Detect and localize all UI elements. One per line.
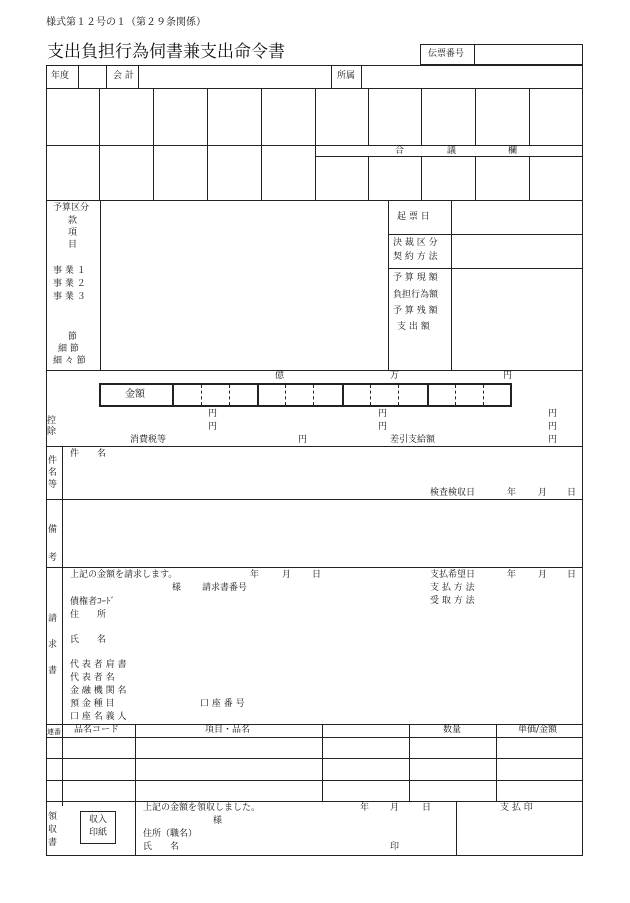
subject-name-label: 件 名 <box>70 449 107 459</box>
hline <box>46 567 583 568</box>
claim-month: 月 <box>282 570 292 580</box>
yen-mark: 円 <box>548 409 558 419</box>
unit-oku: 億 <box>275 371 285 381</box>
deposit-type-label: 預 金 種 目 <box>70 699 115 709</box>
year-label: 年度 <box>51 71 70 81</box>
col-quantity: 数量 <box>443 725 462 735</box>
vline <box>315 88 316 200</box>
claim-statement: 上記の金額を請求します。 <box>70 570 178 580</box>
col-item-code: 品名コード <box>74 725 120 735</box>
creditor-code-label: 債権者ｺｰﾄﾞ <box>70 597 116 607</box>
remarks-label: 備考 <box>48 525 58 563</box>
receipt-side-label: 領収書 <box>48 812 58 848</box>
invoice-number-label: 請求書番号 <box>202 583 248 593</box>
stamp-label-2: 印紙 <box>89 828 108 838</box>
receipt-statement: 上記の金額を領収しました。 <box>143 803 261 813</box>
vline <box>483 385 484 405</box>
claim-sama: 様 <box>172 583 182 593</box>
vline <box>135 801 136 856</box>
vline <box>398 385 399 405</box>
yen-mark: 円 <box>298 435 308 445</box>
vline <box>78 65 79 88</box>
saisaisetsu-label: 細 々 節 <box>53 356 86 366</box>
hline <box>46 724 583 725</box>
form-number: 様式第１２号の１（第２９条関係） <box>46 17 206 28</box>
vline <box>138 65 139 88</box>
setsu-label: 節 <box>68 332 78 342</box>
receipt-year: 年 <box>360 803 370 813</box>
account-label: 会 計 <box>113 71 134 81</box>
col-serial: 連番 <box>47 728 61 736</box>
draft-date-label: 起 票 日 <box>397 212 430 222</box>
agreement-label-1: 合 <box>395 146 405 156</box>
vline <box>421 156 422 200</box>
form-title: 支出負担行為伺書兼支出命令書 <box>47 42 285 62</box>
vline <box>409 724 410 801</box>
vline <box>322 724 323 801</box>
vline <box>62 446 63 806</box>
agreement-label-3: 欄 <box>508 146 518 156</box>
vline <box>455 385 456 405</box>
vline <box>106 65 107 88</box>
hline <box>388 234 583 235</box>
vline <box>229 385 230 405</box>
commitment-amount-label: 負担行為額 <box>393 290 439 300</box>
hline <box>388 268 583 269</box>
budget-kan-label: 款 <box>68 216 78 226</box>
yen-mark: 円 <box>208 422 218 432</box>
approval-division-label: 決 裁 区 分 <box>393 238 438 248</box>
yen-mark: 円 <box>548 422 558 432</box>
vline <box>475 88 476 145</box>
saisetsu-label: 細 節 <box>58 344 79 354</box>
vline <box>388 200 389 370</box>
dept-label: 所属 <box>337 71 356 81</box>
amount-box[interactable] <box>99 383 512 407</box>
claim-side-label: 請求書 <box>48 614 58 676</box>
vline <box>529 88 530 145</box>
inspection-month: 月 <box>538 488 548 498</box>
vline <box>529 156 530 200</box>
vline <box>370 385 371 405</box>
agreement-label-2: 議 <box>447 146 457 156</box>
vline <box>261 88 262 200</box>
net-amount-label: 差引支給額 <box>390 435 436 445</box>
inspection-year: 年 <box>507 488 517 498</box>
unit-en: 円 <box>503 371 513 381</box>
vline <box>368 156 369 200</box>
receipt-month: 月 <box>390 803 400 813</box>
vline <box>285 385 286 405</box>
subject-side-label: 件名等 <box>48 456 58 490</box>
address-label: 住 所 <box>70 610 107 620</box>
payment-seal-label: 支 払 印 <box>500 803 533 813</box>
claim-day: 日 <box>312 570 322 580</box>
account-holder-label: 口 座 名 義 人 <box>70 712 127 722</box>
budget-division-label: 予算区分 <box>53 203 90 213</box>
desired-day: 日 <box>567 570 577 580</box>
vline <box>427 383 429 407</box>
yen-mark: 円 <box>548 435 558 445</box>
budget-current-label: 予 算 現 額 <box>393 273 438 283</box>
vline <box>100 200 101 370</box>
vline <box>342 383 344 407</box>
stamp-label-1: 収入 <box>89 815 108 825</box>
col-unit-price: 単価/金額 <box>518 725 558 735</box>
rep-name-label: 代 表 者 名 <box>70 673 115 683</box>
desired-date-label: 支払希望日 <box>430 570 476 580</box>
project-2-label: 事 業 ２ <box>53 279 86 289</box>
vline <box>99 88 100 200</box>
budget-moku-label: 目 <box>68 240 78 250</box>
vline <box>207 88 208 200</box>
amount-label: 金額 <box>125 389 145 400</box>
vline <box>172 383 174 407</box>
name-label: 氏 名 <box>70 635 107 645</box>
yen-mark: 円 <box>378 409 388 419</box>
vline <box>496 724 497 801</box>
slip-number-label: 伝票番号 <box>428 49 465 59</box>
desired-year: 年 <box>507 570 517 580</box>
deduction-label: 控除 <box>47 416 57 437</box>
unit-man: 万 <box>390 371 400 381</box>
receipt-name-label: 氏 名 <box>143 842 180 852</box>
bank-name-label: 金 融 機 関 名 <box>70 686 127 696</box>
receipt-day: 日 <box>422 803 432 813</box>
hline <box>46 801 583 802</box>
receipt-sama: 様 <box>213 816 223 826</box>
slip-divider <box>474 44 475 65</box>
vline <box>313 385 314 405</box>
vline <box>421 88 422 145</box>
col-item-name: 項目・品名 <box>205 725 251 735</box>
hline <box>46 758 583 759</box>
vline <box>456 801 457 856</box>
hline <box>46 200 583 201</box>
desired-month: 月 <box>538 570 548 580</box>
vline <box>135 724 136 801</box>
vline <box>331 65 332 88</box>
vline <box>361 65 362 88</box>
vline <box>451 200 452 370</box>
claim-year: 年 <box>250 570 260 580</box>
inspection-date-label: 検査検収日 <box>430 488 476 498</box>
payment-method-label: 支 払 方 法 <box>430 583 475 593</box>
hline <box>46 737 583 738</box>
budget-remaining-label: 予 算 残 額 <box>393 306 438 316</box>
yen-mark: 円 <box>378 422 388 432</box>
receipt-method-label: 受 取 方 法 <box>430 596 475 606</box>
expenditure-label: 支 出 額 <box>397 322 430 332</box>
yen-mark: 円 <box>208 409 218 419</box>
rep-title-label: 代 表 者 肩 書 <box>70 660 127 670</box>
receipt-address-label: 住所（職名） <box>143 829 198 839</box>
seal-mark: 印 <box>390 842 400 852</box>
vline <box>257 383 259 407</box>
inspection-day: 日 <box>567 488 577 498</box>
project-1-label: 事 業 １ <box>53 266 86 276</box>
account-number-label: 口 座 番 号 <box>200 699 245 709</box>
tax-label: 消費税等 <box>130 435 167 445</box>
hline <box>46 499 583 500</box>
vline <box>368 88 369 145</box>
project-3-label: 事 業 ３ <box>53 292 86 302</box>
hline <box>46 446 583 447</box>
contract-method-label: 契 約 方 法 <box>393 252 438 262</box>
hline <box>46 780 583 781</box>
vline <box>201 385 202 405</box>
vline <box>475 156 476 200</box>
vline <box>153 88 154 200</box>
budget-kou-label: 項 <box>68 228 78 238</box>
